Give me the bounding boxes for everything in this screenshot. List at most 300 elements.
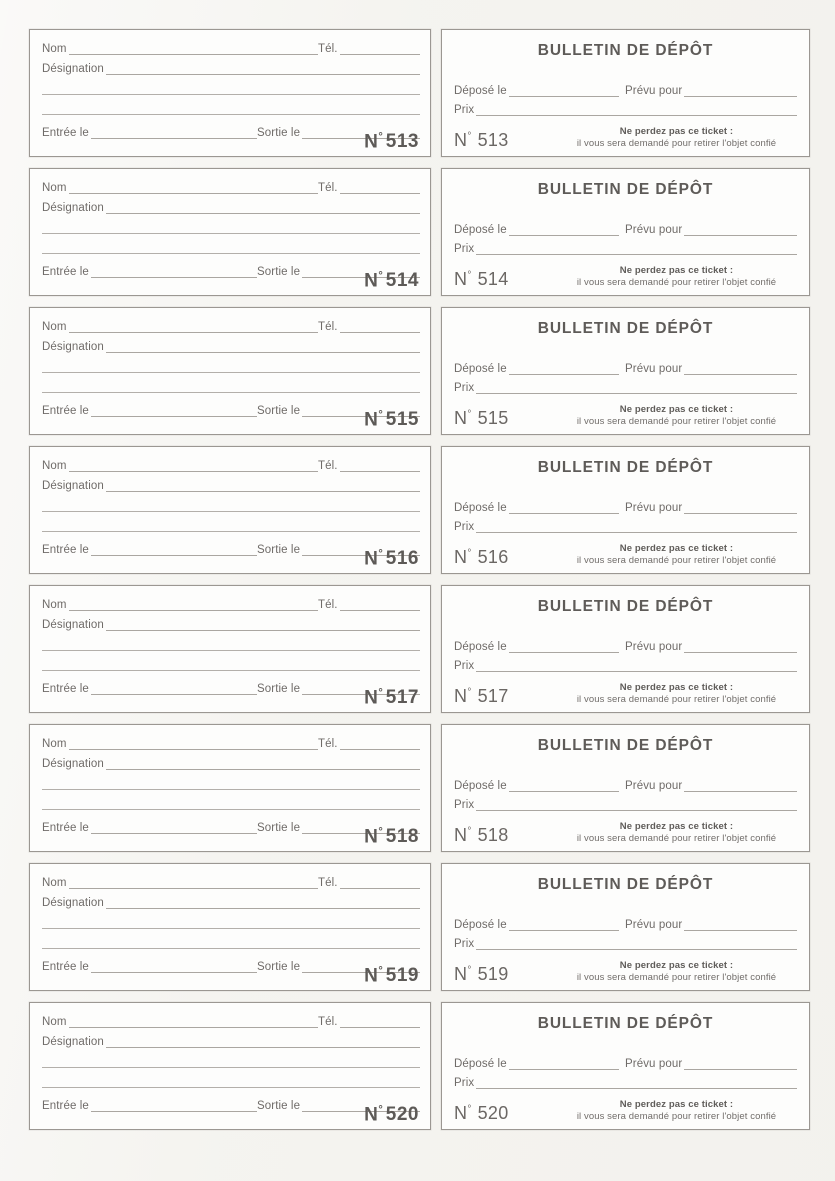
label-designation: Désignation xyxy=(42,480,104,492)
receipt-title: BULLETIN DE DÉPÔT xyxy=(537,320,714,337)
field-designation-line3[interactable] xyxy=(42,244,420,254)
label-tel: Tél. xyxy=(318,738,338,750)
label-depose-le: Déposé le xyxy=(454,224,507,236)
stub-number-degree-icon: ° xyxy=(378,686,383,699)
receipt-number-prefix: N xyxy=(454,964,468,984)
writeline-prix[interactable] xyxy=(476,662,797,672)
writeline-depose-le[interactable] xyxy=(509,226,619,236)
deposit-receipt-519[interactable] xyxy=(441,863,810,991)
receipt-notice xyxy=(552,126,801,150)
writeline-designation-2[interactable] xyxy=(42,363,420,373)
field-prix[interactable] xyxy=(454,938,797,950)
deposit-receipt-518[interactable] xyxy=(441,724,810,852)
receipt-number-value: 518 xyxy=(477,825,509,845)
field-nom[interactable] xyxy=(42,877,318,889)
writeline-prevu-pour[interactable] xyxy=(684,226,797,236)
label-depose-le: Déposé le xyxy=(454,919,507,931)
field-designation[interactable] xyxy=(42,341,420,353)
label-nom: Nom xyxy=(42,599,67,611)
label-prix: Prix xyxy=(454,104,475,116)
receipt-title: BULLETIN DE DÉPÔT xyxy=(537,876,714,893)
writeline-entree[interactable] xyxy=(91,407,257,417)
receipt-notice-line2: il vous sera demandé pour retirer l'objet confié xyxy=(576,138,777,149)
field-tel[interactable] xyxy=(318,877,420,889)
receipt-notice-line2: il vous sera demandé pour retirer l'objet confié xyxy=(576,277,777,288)
field-prix[interactable] xyxy=(454,243,797,255)
writeline-tel[interactable] xyxy=(340,879,420,889)
writeline-designation-3[interactable] xyxy=(42,383,420,393)
field-prevu-pour[interactable] xyxy=(625,502,797,514)
writeline-depose-le[interactable] xyxy=(509,504,619,514)
deposit-stub-514[interactable] xyxy=(29,168,431,296)
receipt-number-degree-icon: ° xyxy=(467,548,472,559)
label-depose-le: Déposé le xyxy=(454,502,507,514)
writeline-designation[interactable] xyxy=(106,621,420,631)
receipt-number-prefix: N xyxy=(454,130,468,150)
stub-number-degree-icon: ° xyxy=(378,964,383,977)
writeline-prevu-pour[interactable] xyxy=(684,921,797,931)
receipt-number-value: 517 xyxy=(477,686,509,706)
receipt-number-value: 516 xyxy=(477,547,509,567)
receipt-notice-line2: il vous sera demandé pour retirer l'objet confié xyxy=(576,1111,777,1122)
stub-number-degree-icon: ° xyxy=(378,825,383,838)
field-designation-line3[interactable] xyxy=(42,800,420,810)
receipt-title: BULLETIN DE DÉPÔT xyxy=(537,459,714,476)
writeline-entree[interactable] xyxy=(91,268,257,278)
receipt-title: BULLETIN DE DÉPÔT xyxy=(537,181,714,198)
receipt-notice-line1: Ne perdez pas ce ticket : xyxy=(619,404,734,415)
receipt-number-degree-icon: ° xyxy=(467,131,472,142)
stub-number xyxy=(364,822,419,847)
ticket-row xyxy=(0,585,835,715)
label-entree: Entrée le xyxy=(42,405,89,417)
writeline-prix[interactable] xyxy=(476,523,797,533)
writeline-prix[interactable] xyxy=(476,801,797,811)
writeline-prix[interactable] xyxy=(476,245,797,255)
receipt-notice-line1: Ne perdez pas ce ticket : xyxy=(619,1099,734,1110)
receipt-number-prefix: N xyxy=(454,408,468,428)
field-entree[interactable] xyxy=(42,1100,257,1112)
label-prevu-pour: Prévu pour xyxy=(625,780,683,792)
stub-number-prefix: N xyxy=(364,965,379,986)
label-sortie: Sortie le xyxy=(257,822,301,834)
field-depose-le[interactable] xyxy=(454,919,619,931)
field-prix[interactable] xyxy=(454,521,797,533)
stub-number xyxy=(364,1100,419,1125)
field-tel[interactable] xyxy=(318,321,420,333)
receipt-notice-line1: Ne perdez pas ce ticket : xyxy=(619,543,734,554)
stub-number-degree-icon: ° xyxy=(378,130,383,143)
field-depose-le[interactable] xyxy=(454,1058,619,1070)
label-tel: Tél. xyxy=(318,460,338,472)
receipt-title: BULLETIN DE DÉPÔT xyxy=(537,42,714,59)
receipt-notice xyxy=(552,265,801,289)
receipt-title: BULLETIN DE DÉPÔT xyxy=(537,737,714,754)
field-prix[interactable] xyxy=(454,104,797,116)
label-entree: Entrée le xyxy=(42,544,89,556)
stub-number-prefix: N xyxy=(364,548,379,569)
writeline-prevu-pour[interactable] xyxy=(684,782,797,792)
deposit-receipt-514[interactable] xyxy=(441,168,810,296)
receipt-number-degree-icon: ° xyxy=(467,965,472,976)
field-depose-le[interactable] xyxy=(454,85,619,97)
stub-number-value: 516 xyxy=(385,548,419,569)
field-designation-line3[interactable] xyxy=(42,105,420,115)
label-nom: Nom xyxy=(42,460,67,472)
field-prix[interactable] xyxy=(454,660,797,672)
field-prevu-pour[interactable] xyxy=(625,1058,797,1070)
receipt-number xyxy=(454,683,509,706)
field-designation-line3[interactable] xyxy=(42,661,420,671)
field-designation[interactable] xyxy=(42,758,420,770)
receipt-notice xyxy=(552,1099,801,1123)
field-designation-line2[interactable] xyxy=(42,502,420,512)
field-prevu-pour[interactable] xyxy=(625,363,797,375)
label-designation: Désignation xyxy=(42,758,104,770)
field-nom[interactable] xyxy=(42,182,318,194)
field-designation[interactable] xyxy=(42,1036,420,1048)
field-prix[interactable] xyxy=(454,1077,797,1089)
field-designation[interactable] xyxy=(42,63,420,75)
label-designation: Désignation xyxy=(42,341,104,353)
receipt-notice-line2: il vous sera demandé pour retirer l'objet confié xyxy=(576,972,777,983)
label-sortie: Sortie le xyxy=(257,544,301,556)
deposit-stub-513[interactable] xyxy=(29,29,431,157)
writeline-designation-3[interactable] xyxy=(42,105,420,115)
writeline-tel[interactable] xyxy=(340,462,420,472)
writeline-entree[interactable] xyxy=(91,963,257,973)
stub-number xyxy=(364,127,419,152)
writeline-designation-2[interactable] xyxy=(42,502,420,512)
field-entree[interactable] xyxy=(42,822,257,834)
receipt-number xyxy=(454,961,509,984)
label-prix: Prix xyxy=(454,243,475,255)
stub-number-degree-icon: ° xyxy=(378,408,383,421)
label-prix: Prix xyxy=(454,382,475,394)
receipt-number-prefix: N xyxy=(454,269,468,289)
label-entree: Entrée le xyxy=(42,127,89,139)
receipt-notice-line1: Ne perdez pas ce ticket : xyxy=(619,682,734,693)
label-sortie: Sortie le xyxy=(257,405,301,417)
label-prix: Prix xyxy=(454,1077,475,1089)
writeline-depose-le[interactable] xyxy=(509,921,619,931)
field-nom[interactable] xyxy=(42,460,318,472)
stub-number-prefix: N xyxy=(364,131,379,152)
field-designation-line3[interactable] xyxy=(42,1078,420,1088)
deposit-stub-517[interactable] xyxy=(29,585,431,713)
receipt-number-prefix: N xyxy=(454,825,468,845)
writeline-designation-2[interactable] xyxy=(42,780,420,790)
field-prix[interactable] xyxy=(454,799,797,811)
receipt-number-prefix: N xyxy=(454,1103,468,1123)
field-designation[interactable] xyxy=(42,619,420,631)
field-depose-le[interactable] xyxy=(454,224,619,236)
stub-number-value: 518 xyxy=(385,826,419,847)
deposit-stub-515[interactable] xyxy=(29,307,431,435)
field-depose-le[interactable] xyxy=(454,502,619,514)
label-prevu-pour: Prévu pour xyxy=(625,502,683,514)
writeline-designation-2[interactable] xyxy=(42,85,420,95)
writeline-designation[interactable] xyxy=(106,204,420,214)
stub-number-prefix: N xyxy=(364,687,379,708)
writeline-designation-3[interactable] xyxy=(42,1078,420,1088)
label-tel: Tél. xyxy=(318,877,338,889)
label-prix: Prix xyxy=(454,799,475,811)
writeline-entree[interactable] xyxy=(91,824,257,834)
receipt-notice-line2: il vous sera demandé pour retirer l'objet confié xyxy=(576,694,777,705)
field-nom[interactable] xyxy=(42,43,318,55)
field-depose-le[interactable] xyxy=(454,363,619,375)
receipt-number-prefix: N xyxy=(454,686,468,706)
field-designation[interactable] xyxy=(42,480,420,492)
receipt-title: BULLETIN DE DÉPÔT xyxy=(537,598,714,615)
field-designation-line2[interactable] xyxy=(42,1058,420,1068)
label-depose-le: Déposé le xyxy=(454,1058,507,1070)
field-entree[interactable] xyxy=(42,683,257,695)
label-sortie: Sortie le xyxy=(257,683,301,695)
writeline-entree[interactable] xyxy=(91,685,257,695)
stub-number-degree-icon: ° xyxy=(378,547,383,560)
field-entree[interactable] xyxy=(42,127,257,139)
deposit-stub-516[interactable] xyxy=(29,446,431,574)
field-tel[interactable] xyxy=(318,460,420,472)
field-prevu-pour[interactable] xyxy=(625,780,797,792)
deposit-receipt-516[interactable] xyxy=(441,446,810,574)
label-prix: Prix xyxy=(454,660,475,672)
field-designation-line2[interactable] xyxy=(42,363,420,373)
field-nom[interactable] xyxy=(42,738,318,750)
field-tel[interactable] xyxy=(318,43,420,55)
label-depose-le: Déposé le xyxy=(454,780,507,792)
label-entree: Entrée le xyxy=(42,266,89,278)
label-designation: Désignation xyxy=(42,1036,104,1048)
writeline-designation[interactable] xyxy=(106,760,420,770)
writeline-designation-3[interactable] xyxy=(42,800,420,810)
writeline-designation-3[interactable] xyxy=(42,522,420,532)
label-prix: Prix xyxy=(454,521,475,533)
field-depose-le[interactable] xyxy=(454,780,619,792)
label-tel: Tél. xyxy=(318,599,338,611)
label-nom: Nom xyxy=(42,738,67,750)
label-sortie: Sortie le xyxy=(257,961,301,973)
label-prevu-pour: Prévu pour xyxy=(625,85,683,97)
receipt-number-value: 514 xyxy=(477,269,509,289)
field-tel[interactable] xyxy=(318,738,420,750)
writeline-depose-le[interactable] xyxy=(509,782,619,792)
writeline-designation[interactable] xyxy=(106,899,420,909)
field-tel[interactable] xyxy=(318,182,420,194)
field-designation-line3[interactable] xyxy=(42,522,420,532)
deposit-stub-520[interactable] xyxy=(29,1002,431,1130)
writeline-designation-3[interactable] xyxy=(42,244,420,254)
receipt-notice-line1: Ne perdez pas ce ticket : xyxy=(619,960,734,971)
writeline-tel[interactable] xyxy=(340,45,420,55)
writeline-designation[interactable] xyxy=(106,343,420,353)
writeline-prix[interactable] xyxy=(476,1079,797,1089)
writeline-entree[interactable] xyxy=(91,546,257,556)
stub-number xyxy=(364,405,419,430)
field-entree[interactable] xyxy=(42,266,257,278)
ticket-row xyxy=(0,168,835,298)
field-designation-line3[interactable] xyxy=(42,383,420,393)
writeline-prix[interactable] xyxy=(476,384,797,394)
stub-number-prefix: N xyxy=(364,409,379,430)
ticket-row xyxy=(0,1002,835,1132)
ticket-row xyxy=(0,724,835,854)
field-designation-line2[interactable] xyxy=(42,919,420,929)
label-designation: Désignation xyxy=(42,63,104,75)
writeline-prevu-pour[interactable] xyxy=(684,87,797,97)
receipt-number-value: 519 xyxy=(477,964,509,984)
writeline-nom[interactable] xyxy=(69,879,318,889)
writeline-designation-2[interactable] xyxy=(42,1058,420,1068)
field-prevu-pour[interactable] xyxy=(625,224,797,236)
field-entree[interactable] xyxy=(42,544,257,556)
label-designation: Désignation xyxy=(42,202,104,214)
field-prevu-pour[interactable] xyxy=(625,641,797,653)
field-entree[interactable] xyxy=(42,405,257,417)
ticket-row xyxy=(0,446,835,576)
label-entree: Entrée le xyxy=(42,1100,89,1112)
deposit-receipt-517[interactable] xyxy=(441,585,810,713)
writeline-prix[interactable] xyxy=(476,106,797,116)
field-nom[interactable] xyxy=(42,1016,318,1028)
stub-number-value: 519 xyxy=(385,965,419,986)
writeline-designation[interactable] xyxy=(106,482,420,492)
writeline-nom[interactable] xyxy=(69,1018,318,1028)
writeline-tel[interactable] xyxy=(340,601,420,611)
writeline-designation[interactable] xyxy=(106,65,420,75)
deposit-stub-519[interactable] xyxy=(29,863,431,991)
writeline-depose-le[interactable] xyxy=(509,87,619,97)
writeline-entree[interactable] xyxy=(91,129,257,139)
deposit-receipt-515[interactable] xyxy=(441,307,810,435)
stub-number-prefix: N xyxy=(364,1104,379,1125)
stub-number xyxy=(364,544,419,569)
ticket-row xyxy=(0,29,835,159)
writeline-entree[interactable] xyxy=(91,1102,257,1112)
writeline-designation-2[interactable] xyxy=(42,919,420,929)
writeline-designation-3[interactable] xyxy=(42,661,420,671)
writeline-prevu-pour[interactable] xyxy=(684,1060,797,1070)
receipt-notice xyxy=(552,543,801,567)
writeline-tel[interactable] xyxy=(340,1018,420,1028)
label-depose-le: Déposé le xyxy=(454,85,507,97)
stub-number xyxy=(364,266,419,291)
field-designation-line2[interactable] xyxy=(42,641,420,651)
field-nom[interactable] xyxy=(42,321,318,333)
field-nom[interactable] xyxy=(42,599,318,611)
stub-number-value: 517 xyxy=(385,687,419,708)
deposit-receipt-520[interactable] xyxy=(441,1002,810,1130)
writeline-depose-le[interactable] xyxy=(509,365,619,375)
stub-number xyxy=(364,683,419,708)
writeline-tel[interactable] xyxy=(340,184,420,194)
stub-number-value: 515 xyxy=(385,409,419,430)
label-tel: Tél. xyxy=(318,321,338,333)
field-designation[interactable] xyxy=(42,897,420,909)
field-depose-le[interactable] xyxy=(454,641,619,653)
label-prevu-pour: Prévu pour xyxy=(625,641,683,653)
ticket-row xyxy=(0,307,835,437)
label-nom: Nom xyxy=(42,877,67,889)
label-prevu-pour: Prévu pour xyxy=(625,224,683,236)
receipt-notice-line2: il vous sera demandé pour retirer l'objet confié xyxy=(576,555,777,566)
writeline-prevu-pour[interactable] xyxy=(684,643,797,653)
receipt-number xyxy=(454,822,509,845)
receipt-notice xyxy=(552,682,801,706)
writeline-designation[interactable] xyxy=(106,1038,420,1048)
receipt-notice-line2: il vous sera demandé pour retirer l'objet confié xyxy=(576,416,777,427)
stub-number xyxy=(364,961,419,986)
field-prix[interactable] xyxy=(454,382,797,394)
deposit-stub-518[interactable] xyxy=(29,724,431,852)
label-prevu-pour: Prévu pour xyxy=(625,363,683,375)
writeline-nom[interactable] xyxy=(69,462,318,472)
receipt-number-degree-icon: ° xyxy=(467,1104,472,1115)
stub-number-degree-icon: ° xyxy=(378,269,383,282)
field-prevu-pour[interactable] xyxy=(625,85,797,97)
receipt-number xyxy=(454,127,509,150)
label-sortie: Sortie le xyxy=(257,1100,301,1112)
receipt-number-degree-icon: ° xyxy=(467,687,472,698)
field-designation-line2[interactable] xyxy=(42,780,420,790)
field-designation-line3[interactable] xyxy=(42,939,420,949)
field-designation-line2[interactable] xyxy=(42,224,420,234)
writeline-depose-le[interactable] xyxy=(509,1060,619,1070)
writeline-designation-3[interactable] xyxy=(42,939,420,949)
label-nom: Nom xyxy=(42,43,67,55)
field-designation-line2[interactable] xyxy=(42,85,420,95)
label-depose-le: Déposé le xyxy=(454,641,507,653)
stub-number-value: 514 xyxy=(385,270,419,291)
writeline-tel[interactable] xyxy=(340,740,420,750)
receipt-notice-line1: Ne perdez pas ce ticket : xyxy=(619,821,734,832)
receipt-title: BULLETIN DE DÉPÔT xyxy=(537,1015,714,1032)
label-designation: Désignation xyxy=(42,619,104,631)
writeline-prevu-pour[interactable] xyxy=(684,365,797,375)
field-designation[interactable] xyxy=(42,202,420,214)
writeline-nom[interactable] xyxy=(69,184,318,194)
writeline-nom[interactable] xyxy=(69,45,318,55)
receipt-notice xyxy=(552,404,801,428)
field-entree[interactable] xyxy=(42,961,257,973)
label-prevu-pour: Prévu pour xyxy=(625,1058,683,1070)
writeline-designation-2[interactable] xyxy=(42,641,420,651)
writeline-nom[interactable] xyxy=(69,601,318,611)
writeline-nom[interactable] xyxy=(69,323,318,333)
receipt-number-degree-icon: ° xyxy=(467,826,472,837)
deposit-receipt-513[interactable] xyxy=(441,29,810,157)
receipt-number xyxy=(454,266,509,289)
writeline-prix[interactable] xyxy=(476,940,797,950)
writeline-prevu-pour[interactable] xyxy=(684,504,797,514)
writeline-tel[interactable] xyxy=(340,323,420,333)
writeline-nom[interactable] xyxy=(69,740,318,750)
label-tel: Tél. xyxy=(318,182,338,194)
receipt-notice xyxy=(552,960,801,984)
stub-number-prefix: N xyxy=(364,826,379,847)
stub-number-value: 520 xyxy=(385,1104,419,1125)
receipt-number-prefix: N xyxy=(454,547,468,567)
label-sortie: Sortie le xyxy=(257,266,301,278)
field-prevu-pour[interactable] xyxy=(625,919,797,931)
field-tel[interactable] xyxy=(318,599,420,611)
writeline-depose-le[interactable] xyxy=(509,643,619,653)
writeline-designation-2[interactable] xyxy=(42,224,420,234)
label-nom: Nom xyxy=(42,1016,67,1028)
field-tel[interactable] xyxy=(318,1016,420,1028)
